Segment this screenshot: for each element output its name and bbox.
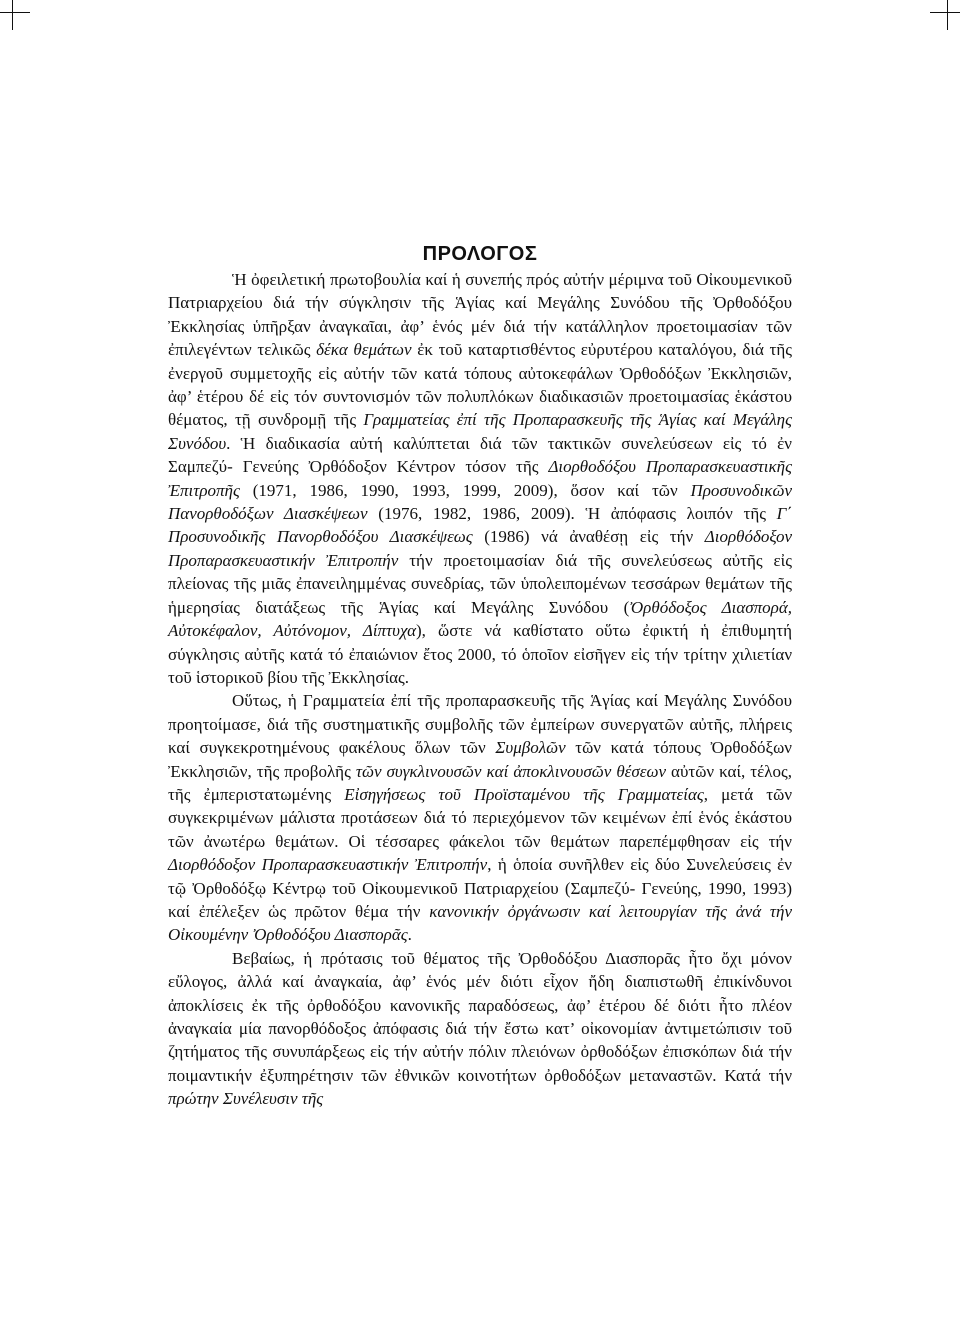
paragraph-1 xyxy=(168,268,792,689)
italic-phrase: κανονικήν ὀργάνωσιν καί λειτουργίαν τῆς ἀνά τήν Οἰκουμένην Ὀρθοδόξου Διασπορᾶς xyxy=(168,901,792,945)
italic-phrase: Διορθόδοξον Προπαρασκευαστικήν Ἐπιτροπήν xyxy=(168,855,488,875)
text-run: αὐτῶν καί, τέλος, τῆς ἐμπεριστατωμένης xyxy=(168,761,793,804)
text-run: Βεβαίως, ἡ πρότασις τοῦ θέματος τῆς Ὀρθοδόξου Διασπορᾶς ἦτο ὄχι μόνον εὔλογος, ἀλλά καί ἀναγκαία, ἀφ’ ἑνός μέν διότι εἶχον ἤδη διαπιστωθῆ ἐπικίνδυνοι ἀποκλίσεις ἐκ τῆς ὀρθοδόξου κανονικῆς παραδόσεως, ἀφ’ ἑτέρου δέ διότι ἦτο πλέον ἀναγκαία μία πανορθόδοξος ἀπόφασις διά τήν ἔστω κατ’ οἰκονομίαν ἀντιμετώπισιν τοῦ ζητήματος τῆς συνυπάρξεως εἰς τήν αὐτήν πόλιν πλειόνων ὀρθοδόξων ἐπισκόπων διά τήν ποιμαντικήν ἐξυπηρέτησιν τῶν ἐθνικῶν κοινοτήτων ὀρθοδόξων μεταναστῶν. Κατά τήν xyxy=(168,948,792,1085)
text-run: ἐκ τοῦ καταρτισθέντος εὐρυτέρου καταλόγου, διά τῆς ἐνεργοῦ συμμετοχῆς εἰς αὐτήν τῶν κατά τόπους αὐτοκεφάλων Ὀρθοδόξων Ἐκκλησιῶν, ἀφ’ ἑτέρου δέ εἰς τόν συντονισμόν τῶν πολυπλόκων διαδικασιῶν προετοιμασίας ἑκάστου θέματος, τῇ συνδρομῇ τῆς xyxy=(168,340,792,430)
paragraph-2 xyxy=(168,689,792,946)
text-run: Οὕτως, ἡ Γραμματεία ἐπί τῆς προπαρασκευῆς τῆς Ἁγίας καί Μεγάλης Συνόδου προητοίμασε, διά τῆς συστηματικῆς συμβολῆς τῶν ἐμπείρων συνεργατῶν αὐτῆς, πλήρεις καί συγκεκροτημένους φακέλους ὅλων τῶν xyxy=(168,691,792,758)
text-run: . Ἡ διαδικασία αὐτή καλύπτεται διά τῶν τακτικῶν συνελεύσεων εἰς τό ἐν Σαμπεζύ- Γενεύης Ὀρθόδοξον Κέντρον τόσον τῆς xyxy=(168,433,792,477)
crop-mark-top-left-h xyxy=(0,12,30,13)
crop-mark-top-right-v xyxy=(947,0,948,30)
crop-mark-top-right-h xyxy=(930,12,960,13)
italic-phrase: πρώτην Συνέλευσιν τῆς xyxy=(168,1089,324,1109)
text-run: , μετά τῶν συγκεκριμένων μάλιστα προτάσεων διά τό περιεχόμενον τῶν κειμένων ἐπί ἑνός ἑκάστου τῶν ἀνωτέρω θεμάτων. Οἱ τέσσαρες φάκελοι τῶν θεμάτων παρεπέμφθησαν εἰς τήν xyxy=(168,784,792,851)
italic-phrase: Διορθοδόξου Προπαρασκευαστικῆς Ἐπιτροπῆς xyxy=(168,457,793,500)
text-run: τῶν κατά τόπους Ὀρθοδόξων Ἐκκλησιῶν, τῆς προβολῆς xyxy=(168,738,792,781)
italic-phrase: Ὀρθόδοξος Διασπορά, Αὐτοκέφαλον, Αὐτόνομον, Δίπτυχα xyxy=(168,597,792,641)
crop-mark-top-left-v xyxy=(12,0,13,30)
body-text xyxy=(168,268,792,1111)
text-run: τήν προετοιμασίαν διά τῆς συνελεύσεως αὐτῆς εἰς πλείονας τῆς μιᾶς ἐπανειλημμένας συνεδρίας, τῶν ὑπολειπομένων τεσσάρων θεμάτων τῆς ἡμερησίας διατάξεως τῆς Ἁγίας καί Μεγάλης Συνόδου ( xyxy=(168,550,792,617)
italic-phrase: Συμβολῶν xyxy=(495,738,566,758)
text-run: (1976, 1982, 1986, 2009). Ἡ ἀπόφασις λοιπόν τῆς xyxy=(367,504,777,524)
italic-phrase: Εἰσηγήσεως τοῦ Προϊσταμένου τῆς Γραμματείας xyxy=(344,784,704,804)
text-run: Ἡ ὀφειλετική πρωτοβουλία καί ἡ συνεπής πρός αὐτήν μέριμνα τοῦ Οἰκουμενικοῦ Πατριαρχείου διά τήν σύγκλησιν τῆς Ἁγίας καί Μεγάλης Συνόδου τῆς Ὀρθοδόξου Ἐκκλησίας ὑπῆρξαν ἀναγκαῖαι, ἀφ’ ἑνός μέν διά τήν κατάλληλον προετοιμασίαν τῶν ἐπιλεγέντων τελικῶς xyxy=(168,270,792,360)
paragraph-3 xyxy=(168,947,792,1111)
text-run: (1986) νά ἀναθέσῃ εἰς τήν xyxy=(472,527,705,547)
italic-phrase: τῶν συγκλινουσῶν καί ἀποκλινουσῶν θέσεων xyxy=(355,761,667,781)
italic-phrase: δέκα θεμάτων xyxy=(316,340,412,360)
italic-phrase: Γραμματείας ἐπί τῆς Προπαρασκευῆς τῆς Ἁγίας καί Μεγάλης Συνόδου xyxy=(168,410,792,453)
italic-phrase: Γ΄ Προσυνοδικῆς Πανορθοδόξου Διασκέψεως xyxy=(168,504,792,547)
text-run: (1971, 1986, 1990, 1993, 1999, 2009), ὅσον καί τῶν xyxy=(239,480,691,500)
text-run: , ἡ ὁποία συνῆλθεν εἰς δύο Συνελεύσεις ἐν τῷ Ὀρθοδόξῳ Κέντρῳ τοῦ Οἰκουμενικοῦ Πατριαρχείου (Σαμπεζύ- Γενεύης, 1990, 1993) καί ἐπέλεξεν ὡς πρῶτον θέμα τήν xyxy=(168,855,792,921)
text-run: ), ὥστε νά καθίστατο οὕτω ἐφικτή ἡ ἐπιθυμητή σύγκλησις αὐτῆς κατά τό ἐπαιώνιον ἔτος 2000, τό ὁποῖον εἰσῆγεν εἰς τήν τρίτην χιλιετίαν τοῦ ἱστορικοῦ βίου τῆς Ἐκκλησίας. xyxy=(168,621,792,687)
italic-phrase: Διορθόδοξον Προπαρασκευαστικήν Ἐπιτροπήν xyxy=(168,527,792,570)
text-run: . xyxy=(407,925,412,945)
italic-phrase: Προσυνοδικῶν Πανορθοδόξων Διασκέψεων xyxy=(168,480,792,524)
page-title: ΠΡΟΛΟΓΟΣ xyxy=(422,243,538,266)
